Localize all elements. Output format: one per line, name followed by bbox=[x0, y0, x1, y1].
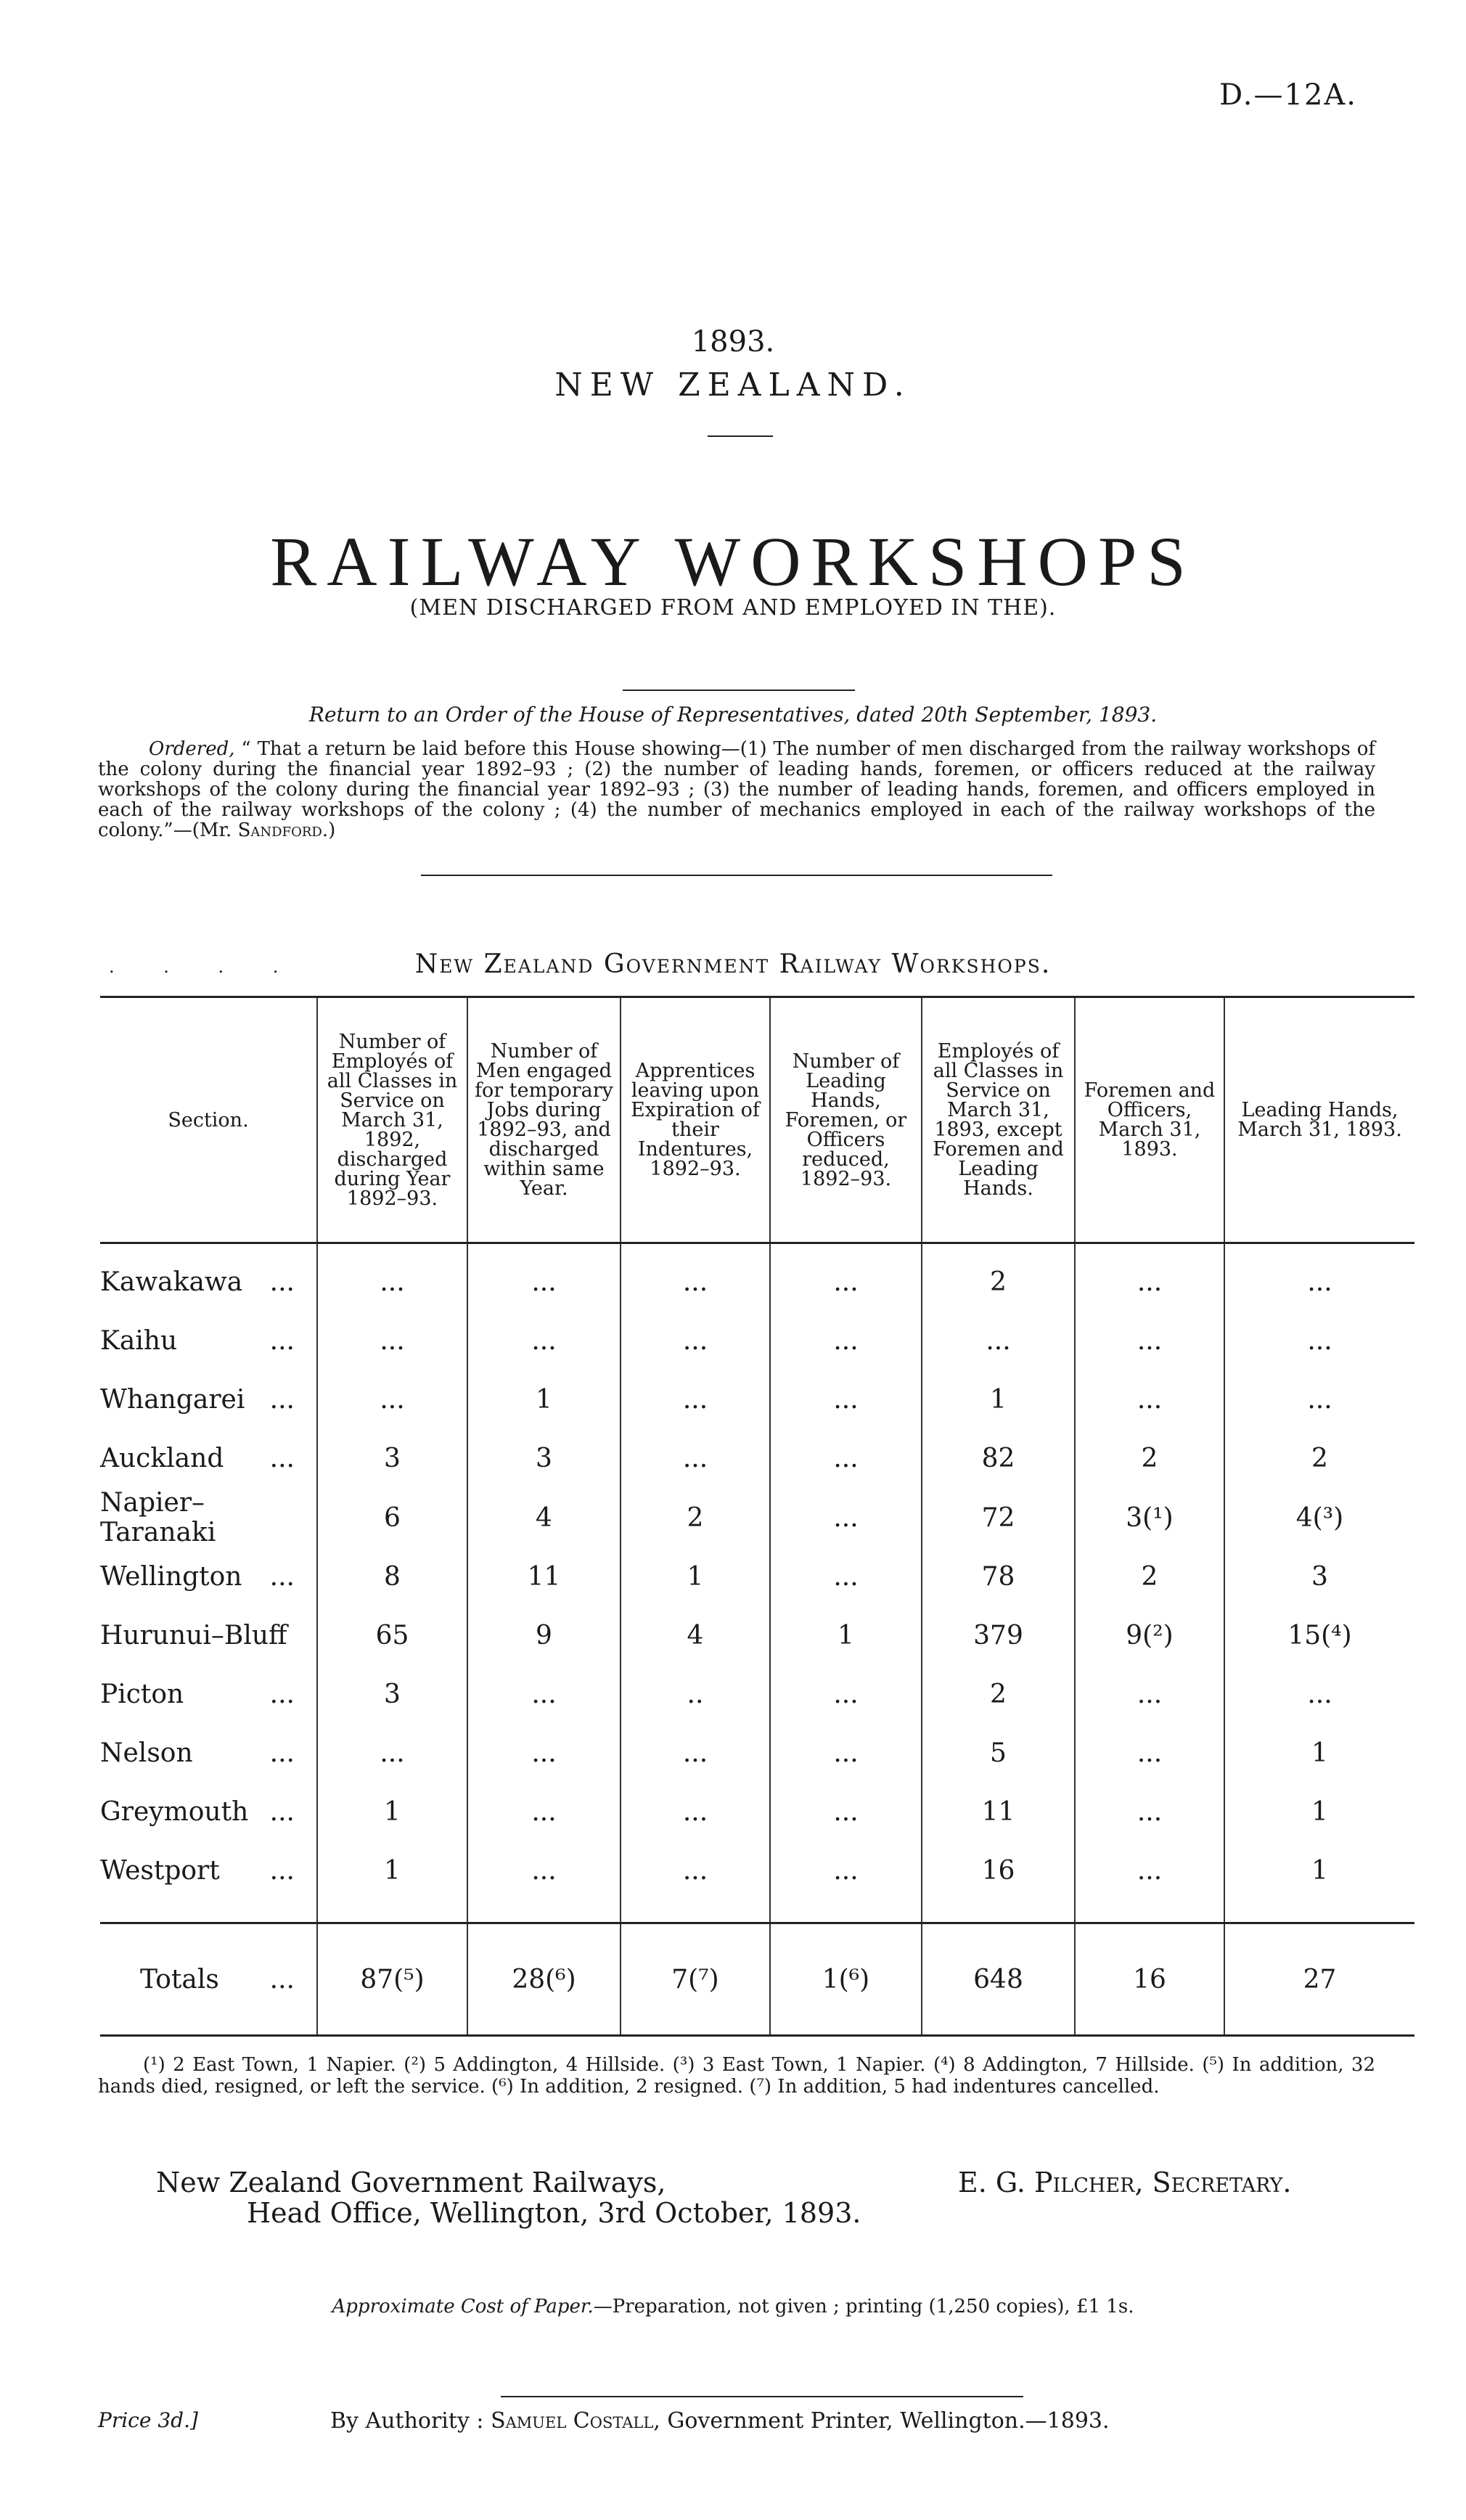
column-header: Leading Hands, March 31, 1893. bbox=[1224, 997, 1414, 1243]
value-cell: 11 bbox=[467, 1547, 621, 1606]
section-name: Whangarei bbox=[100, 1385, 245, 1415]
value-cell: 1 bbox=[621, 1547, 770, 1606]
value-cell: 1(⁶) bbox=[770, 1923, 922, 2036]
value-cell: 6 bbox=[317, 1488, 467, 1547]
value-cell: ... bbox=[770, 1370, 922, 1429]
leader-dots: ... bbox=[269, 1385, 295, 1415]
value-cell: 2 bbox=[922, 1665, 1075, 1724]
order-text: “ That a return be laid before this House showing—(1) The number of men discharged from the railway workshops of the colony during the financial year 1892–93 ; (2) the number of leading hands, foremen, or officers reduced at the railway workshops of the colony during the financial year 1892–93 ; (3) the number of leading hands, foremen, and officers employed in each of the railway workshops of the colony ; (4) the number of mechanics employed in each of the railway workshops of the colony.”—(Mr. bbox=[98, 738, 1375, 841]
section-cell bbox=[100, 1923, 317, 2036]
column-header: Section. bbox=[100, 997, 317, 1243]
section-name: Kawakawa bbox=[100, 1267, 243, 1297]
leader-dots: ... bbox=[269, 1738, 295, 1768]
value-cell: ... bbox=[467, 1665, 621, 1724]
leader-dots: ... bbox=[269, 1856, 295, 1886]
year: 1893. bbox=[691, 325, 775, 359]
section-name: Picton bbox=[100, 1680, 184, 1709]
table-row bbox=[100, 1724, 1414, 1783]
leader-dots: ... bbox=[269, 1562, 295, 1592]
table-row bbox=[100, 1665, 1414, 1724]
return-order-line: Return to an Order of the House of Representatives, dated 20th September, 1893. bbox=[308, 703, 1158, 727]
workshops-table bbox=[100, 996, 1414, 2037]
section-cell bbox=[100, 1429, 317, 1488]
price: Price 3d.] bbox=[98, 2408, 198, 2432]
value-cell: ... bbox=[1075, 1665, 1224, 1724]
leader-dots: . . . . bbox=[109, 957, 300, 977]
value-cell: ... bbox=[1075, 1783, 1224, 1841]
section-cell bbox=[100, 1243, 317, 1312]
value-cell: 5 bbox=[922, 1724, 1075, 1783]
printer-line bbox=[330, 2408, 1110, 2434]
value-cell: 3 bbox=[317, 1665, 467, 1724]
section-name: Auckland bbox=[100, 1444, 224, 1473]
value-cell: 15(⁴) bbox=[1224, 1606, 1414, 1665]
value-cell: ... bbox=[621, 1841, 770, 1923]
order-paragraph bbox=[98, 739, 1375, 840]
value-cell: ... bbox=[621, 1370, 770, 1429]
leader-dots: ... bbox=[269, 1680, 295, 1709]
value-cell: ... bbox=[770, 1665, 922, 1724]
value-cell: ... bbox=[770, 1783, 922, 1841]
value-cell: ... bbox=[317, 1724, 467, 1783]
country: NEW ZEALAND. bbox=[554, 367, 912, 404]
table-row bbox=[100, 1783, 1414, 1841]
value-cell: 1 bbox=[1224, 1841, 1414, 1923]
divider bbox=[421, 875, 1052, 876]
value-cell: 379 bbox=[922, 1606, 1075, 1665]
value-cell: ... bbox=[1224, 1312, 1414, 1370]
section-cell bbox=[100, 1370, 317, 1429]
value-cell: .. bbox=[621, 1665, 770, 1724]
value-cell: ... bbox=[1075, 1243, 1224, 1312]
table-row bbox=[100, 1547, 1414, 1606]
column-header: Number of Men engaged for temporary Jobs during 1892–93, and discharged within same Year. bbox=[467, 997, 621, 1243]
signature-address: Head Office, Wellington, 3rd October, 1893. bbox=[247, 2197, 861, 2229]
section-cell bbox=[100, 1488, 317, 1547]
table-row bbox=[100, 1841, 1414, 1923]
section-name: Totals bbox=[140, 1964, 219, 1995]
value-cell: 16 bbox=[1075, 1923, 1224, 2036]
signature-organisation: New Zealand Government Railways, bbox=[156, 2167, 666, 2198]
value-cell: 8 bbox=[317, 1547, 467, 1606]
cost-text: —Preparation, not given ; printing (1,250 copies), £1 1s. bbox=[593, 2296, 1134, 2318]
value-cell: 1 bbox=[1224, 1724, 1414, 1783]
value-cell: 65 bbox=[317, 1606, 467, 1665]
value-cell: ... bbox=[621, 1429, 770, 1488]
order-end: .) bbox=[322, 819, 336, 841]
column-header: Foremen and Officers, March 31, 1893. bbox=[1075, 997, 1224, 1243]
document-subtitle: (MEN DISCHARGED FROM AND EMPLOYED IN THE). bbox=[409, 595, 1057, 621]
section-cell bbox=[100, 1783, 317, 1841]
value-cell: 2 bbox=[922, 1243, 1075, 1312]
value-cell: ... bbox=[317, 1370, 467, 1429]
table-header-row bbox=[100, 997, 1414, 1243]
section-name: Napier–Taranaki bbox=[100, 1488, 216, 1547]
divider bbox=[501, 2396, 1023, 2397]
column-header: Employés of all Classes in Service on March 31, 1893, except Foremen and Leading Hands. bbox=[922, 997, 1075, 1243]
value-cell: 2 bbox=[621, 1488, 770, 1547]
value-cell: ... bbox=[621, 1724, 770, 1783]
value-cell: ... bbox=[770, 1841, 922, 1923]
value-cell: 78 bbox=[922, 1547, 1075, 1606]
document-title: RAILWAY WORKSHOPS bbox=[270, 523, 1196, 600]
table-row bbox=[100, 1312, 1414, 1370]
value-cell: 1 bbox=[317, 1841, 467, 1923]
cost-of-paper bbox=[0, 2296, 1466, 2318]
value-cell: 4(³) bbox=[1224, 1488, 1414, 1547]
section-name: Hurunui–Bluff bbox=[100, 1621, 287, 1650]
value-cell: ... bbox=[770, 1429, 922, 1488]
value-cell: ... bbox=[1075, 1724, 1224, 1783]
value-cell: 648 bbox=[922, 1923, 1075, 2036]
value-cell: 16 bbox=[922, 1841, 1075, 1923]
section-cell bbox=[100, 1606, 317, 1665]
value-cell: 4 bbox=[621, 1606, 770, 1665]
table-row bbox=[100, 1488, 1414, 1547]
column-header: Number of Employés of all Classes in Service on March 31, 1892, discharged during Year 1892–93. bbox=[317, 997, 467, 1243]
value-cell: ... bbox=[1224, 1370, 1414, 1429]
value-cell: 2 bbox=[1075, 1547, 1224, 1606]
section-name: Nelson bbox=[100, 1738, 193, 1768]
value-cell: 1 bbox=[467, 1370, 621, 1429]
value-cell: 82 bbox=[922, 1429, 1075, 1488]
value-cell: 1 bbox=[770, 1606, 922, 1665]
value-cell: 9 bbox=[467, 1606, 621, 1665]
table-row bbox=[100, 1243, 1414, 1312]
section-cell bbox=[100, 1312, 317, 1370]
value-cell: ... bbox=[770, 1547, 922, 1606]
section-cell bbox=[100, 1547, 317, 1606]
value-cell: ... bbox=[1075, 1370, 1224, 1429]
value-cell: ... bbox=[621, 1783, 770, 1841]
value-cell: ... bbox=[467, 1783, 621, 1841]
cost-label: Approximate Cost of Paper. bbox=[332, 2296, 594, 2318]
section-name: Kaihu bbox=[100, 1326, 178, 1356]
column-header: Apprentices leaving upon Expiration of their Indentures, 1892–93. bbox=[621, 997, 770, 1243]
value-cell: ... bbox=[467, 1841, 621, 1923]
value-cell: 72 bbox=[922, 1488, 1075, 1547]
value-cell: 1 bbox=[317, 1783, 467, 1841]
value-cell: 1 bbox=[922, 1370, 1075, 1429]
value-cell: ... bbox=[1224, 1243, 1414, 1312]
value-cell: ... bbox=[922, 1312, 1075, 1370]
value-cell: 3 bbox=[467, 1429, 621, 1488]
value-cell: 4 bbox=[467, 1488, 621, 1547]
value-cell: ... bbox=[1075, 1841, 1224, 1923]
value-cell: 27 bbox=[1224, 1923, 1414, 2036]
divider bbox=[708, 435, 773, 437]
value-cell: 3 bbox=[1224, 1547, 1414, 1606]
table-row bbox=[100, 1370, 1414, 1429]
value-cell: ... bbox=[770, 1488, 922, 1547]
value-cell: ... bbox=[317, 1312, 467, 1370]
section-name: Wellington bbox=[100, 1562, 242, 1592]
leader-dots: ... bbox=[269, 1267, 295, 1297]
value-cell: 3 bbox=[317, 1429, 467, 1488]
table-title: New Zealand Government Railway Workshops. bbox=[414, 949, 1052, 979]
leader-dots: ... bbox=[269, 1797, 295, 1827]
printer-name: Samuel Costall bbox=[491, 2408, 654, 2434]
value-cell: ... bbox=[467, 1724, 621, 1783]
signature-signer: E. G. Pilcher, Secretary. bbox=[958, 2167, 1292, 2198]
value-cell: 87(⁵) bbox=[317, 1923, 467, 2036]
value-cell: ... bbox=[1075, 1312, 1224, 1370]
value-cell: ... bbox=[621, 1312, 770, 1370]
value-cell: 2 bbox=[1224, 1429, 1414, 1488]
leader-dots: ... bbox=[269, 1964, 295, 1995]
section-cell bbox=[100, 1841, 317, 1923]
value-cell: ... bbox=[770, 1312, 922, 1370]
section-cell bbox=[100, 1665, 317, 1724]
order-mover: Sandford bbox=[237, 819, 322, 841]
value-cell: 2 bbox=[1075, 1429, 1224, 1488]
value-cell: 1 bbox=[1224, 1783, 1414, 1841]
value-cell: 7(⁷) bbox=[621, 1923, 770, 2036]
totals-row bbox=[100, 1923, 1414, 2036]
printer-suffix: , Government Printer, Wellington.—1893. bbox=[653, 2408, 1110, 2434]
section-name: Greymouth bbox=[100, 1797, 249, 1827]
value-cell: ... bbox=[621, 1243, 770, 1312]
value-cell: 9(²) bbox=[1075, 1606, 1224, 1665]
value-cell: ... bbox=[770, 1243, 922, 1312]
divider bbox=[623, 690, 855, 691]
value-cell: 11 bbox=[922, 1783, 1075, 1841]
value-cell: 28(⁶) bbox=[467, 1923, 621, 2036]
leader-dots: ... bbox=[269, 1326, 295, 1356]
column-header: Number of Leading Hands, Foremen, or Officers reduced, 1892–93. bbox=[770, 997, 922, 1243]
footnotes: (¹) 2 East Town, 1 Napier. (²) 5 Addington, 4 Hillside. (³) 3 East Town, 1 Napier. (⁴) 8 Addington, 7 Hillside. (⁵) In addition, 32 hands died, resigned, or left the service. (⁶) In addition, 2 resigned. (⁷) In addition, 5 had indentures cancelled. bbox=[98, 2054, 1375, 2098]
printer-prefix: By Authority : bbox=[330, 2408, 491, 2434]
section-name: Westport bbox=[100, 1856, 220, 1886]
ordered-lead: Ordered, bbox=[149, 738, 235, 760]
value-cell: ... bbox=[467, 1312, 621, 1370]
value-cell: ... bbox=[1224, 1665, 1414, 1724]
value-cell: ... bbox=[317, 1243, 467, 1312]
leader-dots: ... bbox=[269, 1444, 295, 1473]
table-row bbox=[100, 1429, 1414, 1488]
value-cell: 3(¹) bbox=[1075, 1488, 1224, 1547]
section-cell bbox=[100, 1724, 317, 1783]
value-cell: ... bbox=[467, 1243, 621, 1312]
table-row bbox=[100, 1606, 1414, 1665]
value-cell: ... bbox=[770, 1724, 922, 1783]
document-reference: D.—12A. bbox=[1219, 78, 1357, 112]
